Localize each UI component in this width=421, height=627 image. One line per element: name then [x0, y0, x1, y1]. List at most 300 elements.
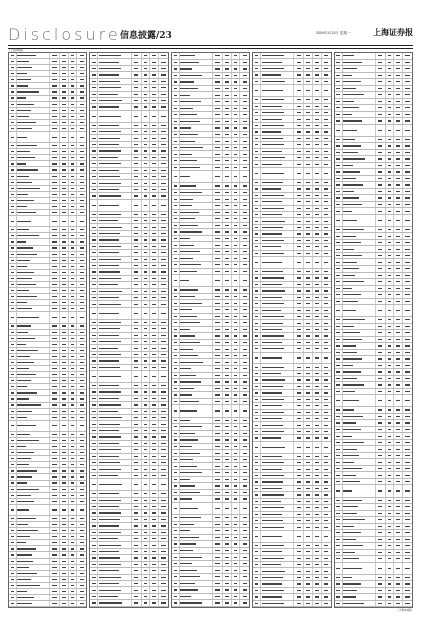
text-placeholder [180, 589, 198, 590]
text-placeholder [396, 409, 400, 410]
table-row [90, 479, 167, 491]
table-cell [386, 337, 395, 343]
table-cell [69, 415, 78, 420]
table-cell [132, 600, 142, 605]
text-placeholder [80, 603, 84, 604]
table-cell [313, 301, 322, 306]
text-placeholder [388, 145, 392, 146]
text-placeholder [99, 456, 120, 457]
text-placeholder [255, 431, 258, 432]
text-placeholder [297, 195, 301, 196]
table-cell [232, 73, 241, 79]
text-placeholder [92, 284, 95, 285]
table-cell [343, 233, 376, 239]
table-cell [150, 308, 159, 319]
table-cell [240, 171, 249, 182]
table-cell [253, 199, 261, 204]
table-cell [98, 148, 131, 153]
table-cell [232, 151, 241, 157]
text-placeholder [134, 189, 138, 190]
table-cell [294, 397, 304, 402]
text-placeholder [324, 507, 328, 508]
text-placeholder [315, 456, 319, 457]
text-placeholder [62, 398, 66, 399]
table-cell [394, 337, 403, 343]
table-cell [69, 438, 78, 443]
text-placeholder [11, 362, 14, 363]
text-placeholder [255, 214, 258, 215]
text-placeholder [234, 289, 238, 290]
text-placeholder [71, 61, 75, 62]
table-cell [150, 365, 159, 370]
table-cell [142, 129, 151, 134]
table-cell [261, 429, 294, 434]
text-placeholder [405, 326, 409, 327]
table-cell [150, 542, 159, 547]
table-cell [261, 588, 294, 593]
text-placeholder [161, 55, 165, 56]
text-placeholder [234, 68, 238, 69]
table-cell [50, 210, 60, 215]
table-cell [232, 392, 241, 398]
table-cell [253, 168, 261, 179]
text-placeholder [62, 122, 66, 123]
text-placeholder [174, 362, 177, 363]
text-placeholder [92, 583, 95, 584]
table-cell [132, 282, 142, 287]
text-placeholder [11, 398, 14, 399]
text-placeholder [71, 104, 75, 105]
table-cell [213, 132, 223, 138]
text-placeholder [297, 545, 301, 546]
table-cell [132, 454, 142, 459]
table-cell [376, 279, 386, 285]
text-placeholder [388, 120, 392, 121]
table-cell [313, 116, 322, 121]
text-placeholder [243, 322, 247, 323]
text-placeholder [17, 278, 31, 279]
table-cell [386, 356, 395, 362]
text-placeholder [297, 323, 301, 324]
brand-wordmark: Disclosure [8, 25, 121, 44]
text-placeholder [324, 74, 328, 75]
table-cell [50, 468, 60, 473]
table-cell [253, 581, 261, 586]
text-placeholder [174, 289, 177, 290]
text-placeholder [17, 458, 30, 459]
text-placeholder [180, 355, 197, 356]
text-placeholder [215, 75, 219, 76]
table-cell [60, 378, 69, 383]
text-placeholder [315, 62, 319, 63]
text-placeholder [215, 147, 219, 148]
text-placeholder [134, 398, 138, 399]
text-placeholder [306, 138, 310, 139]
text-placeholder [99, 144, 120, 145]
table-cell [343, 330, 376, 336]
table-cell [304, 288, 313, 293]
text-placeholder [234, 154, 238, 155]
table-cell [213, 307, 223, 313]
text-placeholder [378, 191, 382, 192]
text-placeholder [336, 326, 339, 327]
text-placeholder [306, 357, 310, 358]
text-placeholder [255, 514, 258, 515]
table-cell [77, 487, 86, 492]
text-placeholder [315, 481, 319, 482]
text-placeholder [52, 411, 56, 412]
table-cell [9, 161, 17, 166]
table-cell [253, 251, 261, 256]
table-cell [60, 270, 69, 275]
table-cell [9, 577, 17, 582]
table-cell [313, 479, 322, 484]
text-placeholder [99, 512, 121, 513]
table-cell [142, 92, 151, 97]
table-cell [77, 378, 86, 383]
text-placeholder [80, 169, 84, 170]
text-placeholder [161, 163, 165, 164]
table-cell [335, 369, 343, 375]
text-placeholder [405, 152, 409, 153]
text-placeholder [225, 258, 229, 259]
table-cell [261, 479, 294, 484]
table-cell [77, 132, 86, 142]
text-placeholder [255, 488, 258, 489]
text-placeholder [161, 233, 165, 234]
text-placeholder [180, 192, 201, 193]
text-placeholder [343, 88, 355, 89]
table-cell [17, 192, 50, 197]
table-cell [386, 137, 395, 143]
table-cell [50, 438, 60, 443]
table-cell [294, 244, 304, 249]
text-placeholder [152, 596, 156, 597]
text-placeholder [174, 583, 177, 584]
table-cell [240, 503, 249, 514]
table-cell [213, 73, 223, 79]
text-placeholder [336, 301, 339, 302]
text-placeholder [378, 262, 382, 263]
text-placeholder [255, 188, 258, 189]
text-placeholder [388, 409, 392, 410]
table-cell [69, 348, 78, 353]
table-cell [376, 253, 386, 259]
table-cell [180, 522, 213, 528]
table-cell [322, 377, 331, 382]
text-placeholder [92, 100, 95, 101]
text-placeholder [225, 410, 229, 411]
table-cell [180, 366, 213, 372]
text-placeholder [161, 469, 165, 470]
text-placeholder [92, 512, 95, 513]
table-cell [304, 149, 313, 154]
table-cell [17, 366, 50, 371]
text-placeholder [134, 265, 138, 266]
text-placeholder [144, 125, 148, 126]
text-placeholder [144, 328, 148, 329]
text-placeholder [306, 157, 310, 158]
text-placeholder [62, 317, 66, 318]
text-placeholder [180, 479, 190, 480]
table-cell [376, 356, 386, 362]
table-cell [142, 200, 151, 211]
text-placeholder [80, 417, 84, 418]
table-cell [60, 342, 69, 347]
text-placeholder [324, 297, 328, 298]
table-cell [98, 85, 131, 90]
table-cell [150, 269, 159, 274]
table-cell [223, 255, 232, 261]
text-placeholder [174, 420, 177, 421]
table-cell [343, 299, 376, 305]
table-row [9, 421, 86, 432]
table-cell [17, 403, 50, 408]
table-cell [294, 486, 304, 491]
text-placeholder [324, 144, 328, 145]
table-cell [394, 240, 403, 246]
text-placeholder [152, 220, 156, 221]
table-cell [142, 402, 151, 407]
text-placeholder [11, 591, 14, 592]
table-cell [142, 345, 151, 350]
table-cell [304, 212, 313, 217]
text-placeholder [262, 253, 284, 254]
table-cell [213, 359, 223, 365]
text-placeholder [336, 55, 339, 56]
table-cell [294, 66, 304, 71]
table-cell [313, 422, 322, 427]
table-cell [261, 556, 294, 561]
text-placeholder [262, 90, 283, 91]
text-placeholder [234, 258, 238, 259]
text-placeholder [80, 221, 84, 222]
text-placeholder [80, 317, 84, 318]
table-cell [132, 79, 142, 84]
table-cell [253, 116, 261, 121]
table-cell [77, 306, 86, 311]
text-placeholder [378, 94, 382, 95]
text-placeholder [324, 520, 328, 521]
text-placeholder [343, 107, 359, 108]
text-placeholder [144, 239, 148, 240]
table-cell [376, 176, 386, 182]
table-cell [376, 143, 386, 149]
text-placeholder [225, 355, 229, 356]
text-placeholder [378, 371, 382, 372]
text-placeholder [80, 67, 84, 68]
text-placeholder [71, 176, 75, 177]
table-cell [90, 568, 98, 573]
text-placeholder [161, 220, 165, 221]
table-cell [223, 138, 232, 144]
text-placeholder [315, 412, 319, 413]
text-placeholder [144, 150, 148, 151]
table-cell [50, 360, 60, 365]
text-placeholder [343, 145, 361, 146]
text-placeholder [297, 527, 301, 528]
table-cell [343, 169, 376, 175]
text-placeholder [92, 163, 95, 164]
table-cell [50, 595, 60, 600]
text-placeholder [71, 476, 75, 477]
table-cell [172, 561, 180, 567]
text-placeholder [405, 120, 409, 121]
table-cell [90, 447, 98, 452]
text-placeholder [234, 309, 238, 310]
text-placeholder [134, 348, 138, 349]
table-cell [17, 522, 50, 527]
table-cell [77, 462, 86, 467]
text-placeholder [17, 235, 38, 236]
text-placeholder [80, 548, 84, 549]
table-cell [313, 123, 322, 128]
table-cell [69, 108, 78, 113]
text-placeholder [180, 401, 199, 402]
text-placeholder [144, 100, 148, 101]
text-placeholder [405, 229, 409, 230]
text-placeholder [99, 411, 118, 412]
table-cell [294, 473, 304, 478]
table-cell [150, 295, 159, 300]
table-cell [180, 431, 213, 437]
table-cell [132, 339, 142, 344]
text-placeholder [92, 506, 95, 507]
table-cell [223, 66, 232, 72]
table-cell [294, 257, 304, 268]
text-placeholder [52, 266, 56, 267]
table-cell [172, 106, 180, 112]
text-placeholder [52, 73, 56, 74]
table-cell [322, 231, 331, 236]
table-cell [313, 275, 322, 280]
text-placeholder [243, 75, 247, 76]
text-placeholder [144, 304, 148, 305]
text-placeholder [99, 163, 121, 164]
table-cell [69, 155, 78, 160]
table-cell [240, 567, 249, 573]
text-placeholder [215, 114, 219, 115]
table-cell [223, 287, 232, 293]
table-cell [294, 161, 304, 166]
text-placeholder [324, 514, 328, 515]
text-placeholder [315, 501, 319, 502]
table-cell [150, 231, 159, 236]
table-cell [304, 410, 313, 415]
table-cell [394, 395, 403, 406]
table-cell [172, 151, 180, 157]
text-placeholder [11, 573, 14, 574]
text-placeholder [378, 145, 382, 146]
text-placeholder [144, 462, 148, 463]
table-cell [261, 244, 294, 249]
text-placeholder [343, 81, 360, 82]
table-cell [90, 224, 98, 229]
text-placeholder [324, 571, 328, 572]
table-cell [261, 180, 294, 185]
text-placeholder [315, 536, 319, 537]
text-placeholder [297, 596, 301, 597]
text-placeholder [99, 291, 122, 292]
text-placeholder [71, 79, 75, 80]
table-cell [403, 369, 412, 375]
table-cell [213, 294, 223, 300]
text-placeholder [161, 360, 165, 361]
text-placeholder [378, 114, 382, 115]
table-cell [394, 299, 403, 305]
table-cell [313, 59, 322, 64]
text-placeholder [152, 68, 156, 69]
table-cell [322, 454, 331, 459]
table-cell [223, 112, 232, 118]
table-cell [335, 112, 343, 118]
text-placeholder [225, 596, 229, 597]
text-placeholder [99, 87, 121, 88]
table-cell [261, 340, 294, 345]
table-cell [313, 308, 322, 313]
text-placeholder [306, 227, 310, 228]
table-cell [150, 358, 159, 363]
table-cell [60, 264, 69, 269]
text-placeholder [17, 573, 36, 574]
text-placeholder [144, 94, 148, 95]
text-placeholder [315, 558, 319, 559]
text-placeholder [71, 278, 75, 279]
table-cell [180, 216, 213, 222]
text-placeholder [297, 405, 301, 406]
text-placeholder [343, 171, 360, 172]
text-placeholder [234, 296, 238, 297]
text-placeholder [405, 62, 409, 63]
table-cell [90, 193, 98, 198]
text-placeholder [152, 100, 156, 101]
text-placeholder [71, 561, 75, 562]
text-placeholder [11, 85, 14, 86]
text-placeholder [174, 459, 177, 460]
table-cell [69, 589, 78, 594]
table-cell [50, 167, 60, 172]
text-placeholder [225, 309, 229, 310]
table-cell [223, 165, 232, 171]
text-placeholder [180, 147, 202, 148]
table-cell [77, 589, 86, 594]
table-cell [142, 59, 151, 64]
text-placeholder [396, 310, 400, 311]
text-placeholder [215, 368, 219, 369]
text-placeholder [405, 145, 409, 146]
table-cell [313, 251, 322, 256]
text-placeholder [80, 104, 84, 105]
table-column [89, 52, 168, 608]
text-placeholder [134, 443, 138, 444]
table-cell [386, 259, 395, 265]
text-placeholder [11, 417, 14, 418]
text-placeholder [315, 131, 319, 132]
text-placeholder [324, 379, 328, 380]
text-placeholder [144, 348, 148, 349]
text-placeholder [11, 229, 14, 230]
table-cell [403, 182, 412, 188]
text-placeholder [80, 260, 84, 261]
table-cell [142, 212, 151, 217]
table-cell [180, 138, 213, 144]
table-cell [335, 343, 343, 349]
table-cell [60, 204, 69, 209]
text-placeholder [306, 284, 310, 285]
text-placeholder [62, 278, 66, 279]
table-cell [261, 466, 294, 471]
text-placeholder [92, 195, 95, 196]
